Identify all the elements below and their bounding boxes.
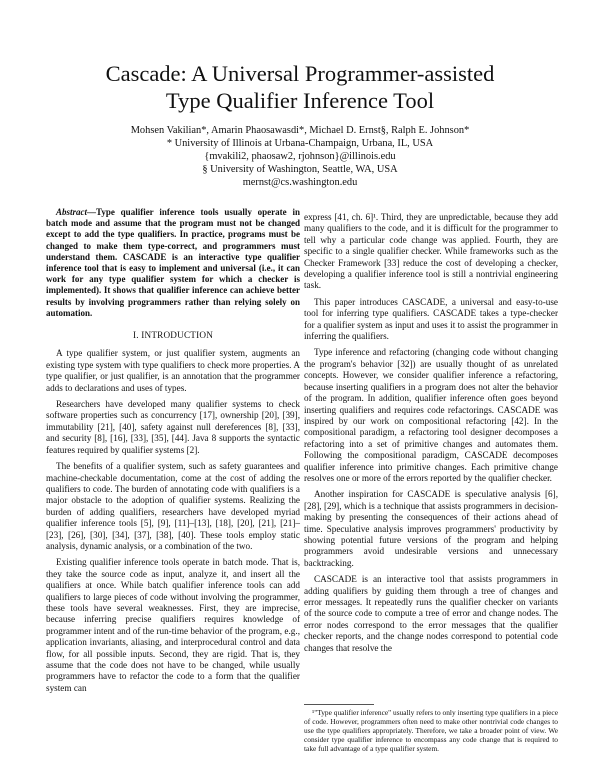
right-paragraph-5: CASCADE is an interactive tool that assists programmers in adding qualifiers by guiding them through a tree of changes and error messages. It repeatedly runs the qualifier checker on variants of the source code to compute a tree of error and change nodes. The error nodes correspond to the error messages that the qualifier checker reports, and the change nodes correspond to potential code changes that resolve the xyxy=(304,574,558,653)
right-column xyxy=(304,212,558,659)
author-block xyxy=(40,124,560,189)
email-1: {mvakili2, phaosaw2, rjohnson}@illinois.edu xyxy=(204,151,396,162)
right-paragraph-4: Another inspiration for CASCADE is speculative analysis [6], [28], [29], which is a technique that assists programmers in decision-making by presenting the consequences of their actions ahead of time. Speculative analysis improves programmers' productivity by showing potential future versions of the program and helping programmers avoid undesirable versions and unnecessary backtracking. xyxy=(304,489,558,568)
footnote-divider xyxy=(304,704,374,705)
email-2: mernst@cs.washington.edu xyxy=(242,177,358,188)
section-heading-introduction: I. INTRODUCTION xyxy=(132,330,214,341)
affiliation-2: § University of Washington, Seattle, WA, USA xyxy=(202,164,398,175)
intro-paragraph-4: Existing qualifier inference tools operate in batch mode. That is, they take the source code as input, analyze it, and insert all the qualifiers at once. While batch qualifier inference tools can add qualifiers to large pieces of code without involving the programmer, these tools have several weaknesses. First, they are imprecise, because inferring precise qualifiers requires knowledge of programmer intent and of the run-time behavior of the program, e.g., application invariants, aliasing, and interprocedural control and data flow, for all possible inputs. Second, they are rigid. That is, they assume that the code does not have to be changed, while usually programmers have to refactor the code to a form that the qualifier system can xyxy=(46,557,300,693)
intro-paragraph-2: Researchers have developed many qualifier systems to check software properties such as concurrency [17], ownership [20], [39], immutability [21], [40], safety against null dereferences [8], [33], and security [8], [16], [33], [35], [44]. Java 8 supports the syntactic features required by qualifier systems [2]. xyxy=(46,399,300,455)
right-paragraph-2: This paper introduces CASCADE, a universal and easy-to-use tool for inferring type qualifiers. CASCADE takes a type-checker for a qualifier system as input and uses it to assist the programmer in inferring the qualifiers. xyxy=(304,296,558,342)
footnote xyxy=(304,708,558,753)
right-paragraph-3: Type inference and refactoring (changing code without changing the program's behavior [32]) are usually thought of as unrelated concepts. However, we consider qualifier inference a refactoring, because inserting qualifiers in a program does not alter the behavior of the program. In addition, qualifier inference often goes beyond inserting qualifiers and requires code refactorings. CASCADE was inspired by our work on compositional refactoring [42]. In the compositional paradigm, a refactoring tool designer decomposes a refactoring into a set of primitive changes and automates them. Following the compositional paradigm, CASCADE decomposes qualifier inference into primitive changes. Each primitive change resolves one or more of the errors reported by the qualifier checker. xyxy=(304,347,558,483)
abstract xyxy=(46,207,300,319)
intro-paragraph-1: A type qualifier system, or just qualifier system, augments an existing type system with type qualifiers to check more properties. A type qualifier, or just qualifier, is an annotation that the programmer adds to declarations and uses of types. xyxy=(46,348,300,393)
title-line-1: Cascade: A Universal Programmer-assisted xyxy=(105,61,495,86)
abstract-label: Abstract xyxy=(56,207,88,217)
footnote-text: ¹"Type qualifier inference" usually refers to only inserting type qualifiers in a piece of code. However, programmers often need to make other nontrivial code changes to use the type qualifiers appropriately. Therefore, we take a broader point of view. We consider type qualifier inference to encompass any code change that is required to take full advantage of a type qualifier system. xyxy=(304,708,558,753)
title-line-2: Type Qualifier Inference Tool xyxy=(165,88,435,113)
intro-paragraph-3: The benefits of a qualifier system, such as safety guarantees and machine-checkable documentation, come at the cost of adding the qualifiers to code. The burden of annotating code with qualifiers is a major obstacle to the adoption of qualifier systems. Realizing the burden of adding qualifiers, researchers have developed myriad qualifier inference tools [5], [9], [11]–[13], [18], [20], [21], [21]–[23], [26], [30], [34], [37], [38], [40]. These tools employ static analysis, dynamic analysis, or a combination of the two. xyxy=(46,461,300,551)
right-paragraph-1: express [41, ch. 6]¹. Third, they are unpredictable, because they add many qualifiers to the code, and it is difficult for the programmer to tell why a particular code change was applied. Fourth, they are specific to a single qualifier checker. While frameworks such as the Checker Framework [33] reduce the cost of developing a checker, developing a qualifier inference tool is still a nontrivial engineering task. xyxy=(304,212,558,291)
paper-title xyxy=(40,60,560,114)
left-column xyxy=(46,207,300,699)
affiliation-1: * University of Illinois at Urbana-Champaign, Urbana, IL, USA xyxy=(166,138,434,149)
abstract-text: —Type qualifier inference tools usually operate in batch mode and assume that the program must not be changed except to add the type qualifiers. In practice, programs must be changed to make them type-correct, and programmers must understand them. CASCADE is an interactive type qualifier inference tool that is easy to implement and universal (i.e., it can work for any type qualifier system for which a checker is implemented). It shows that qualifier inference can achieve better results by involving programmers rather than relying solely on automation. xyxy=(46,207,300,318)
author-list: Mohsen Vakilian*, Amarin Phaosawasdi*, Michael D. Ernst§, Ralph E. Johnson* xyxy=(130,125,470,136)
